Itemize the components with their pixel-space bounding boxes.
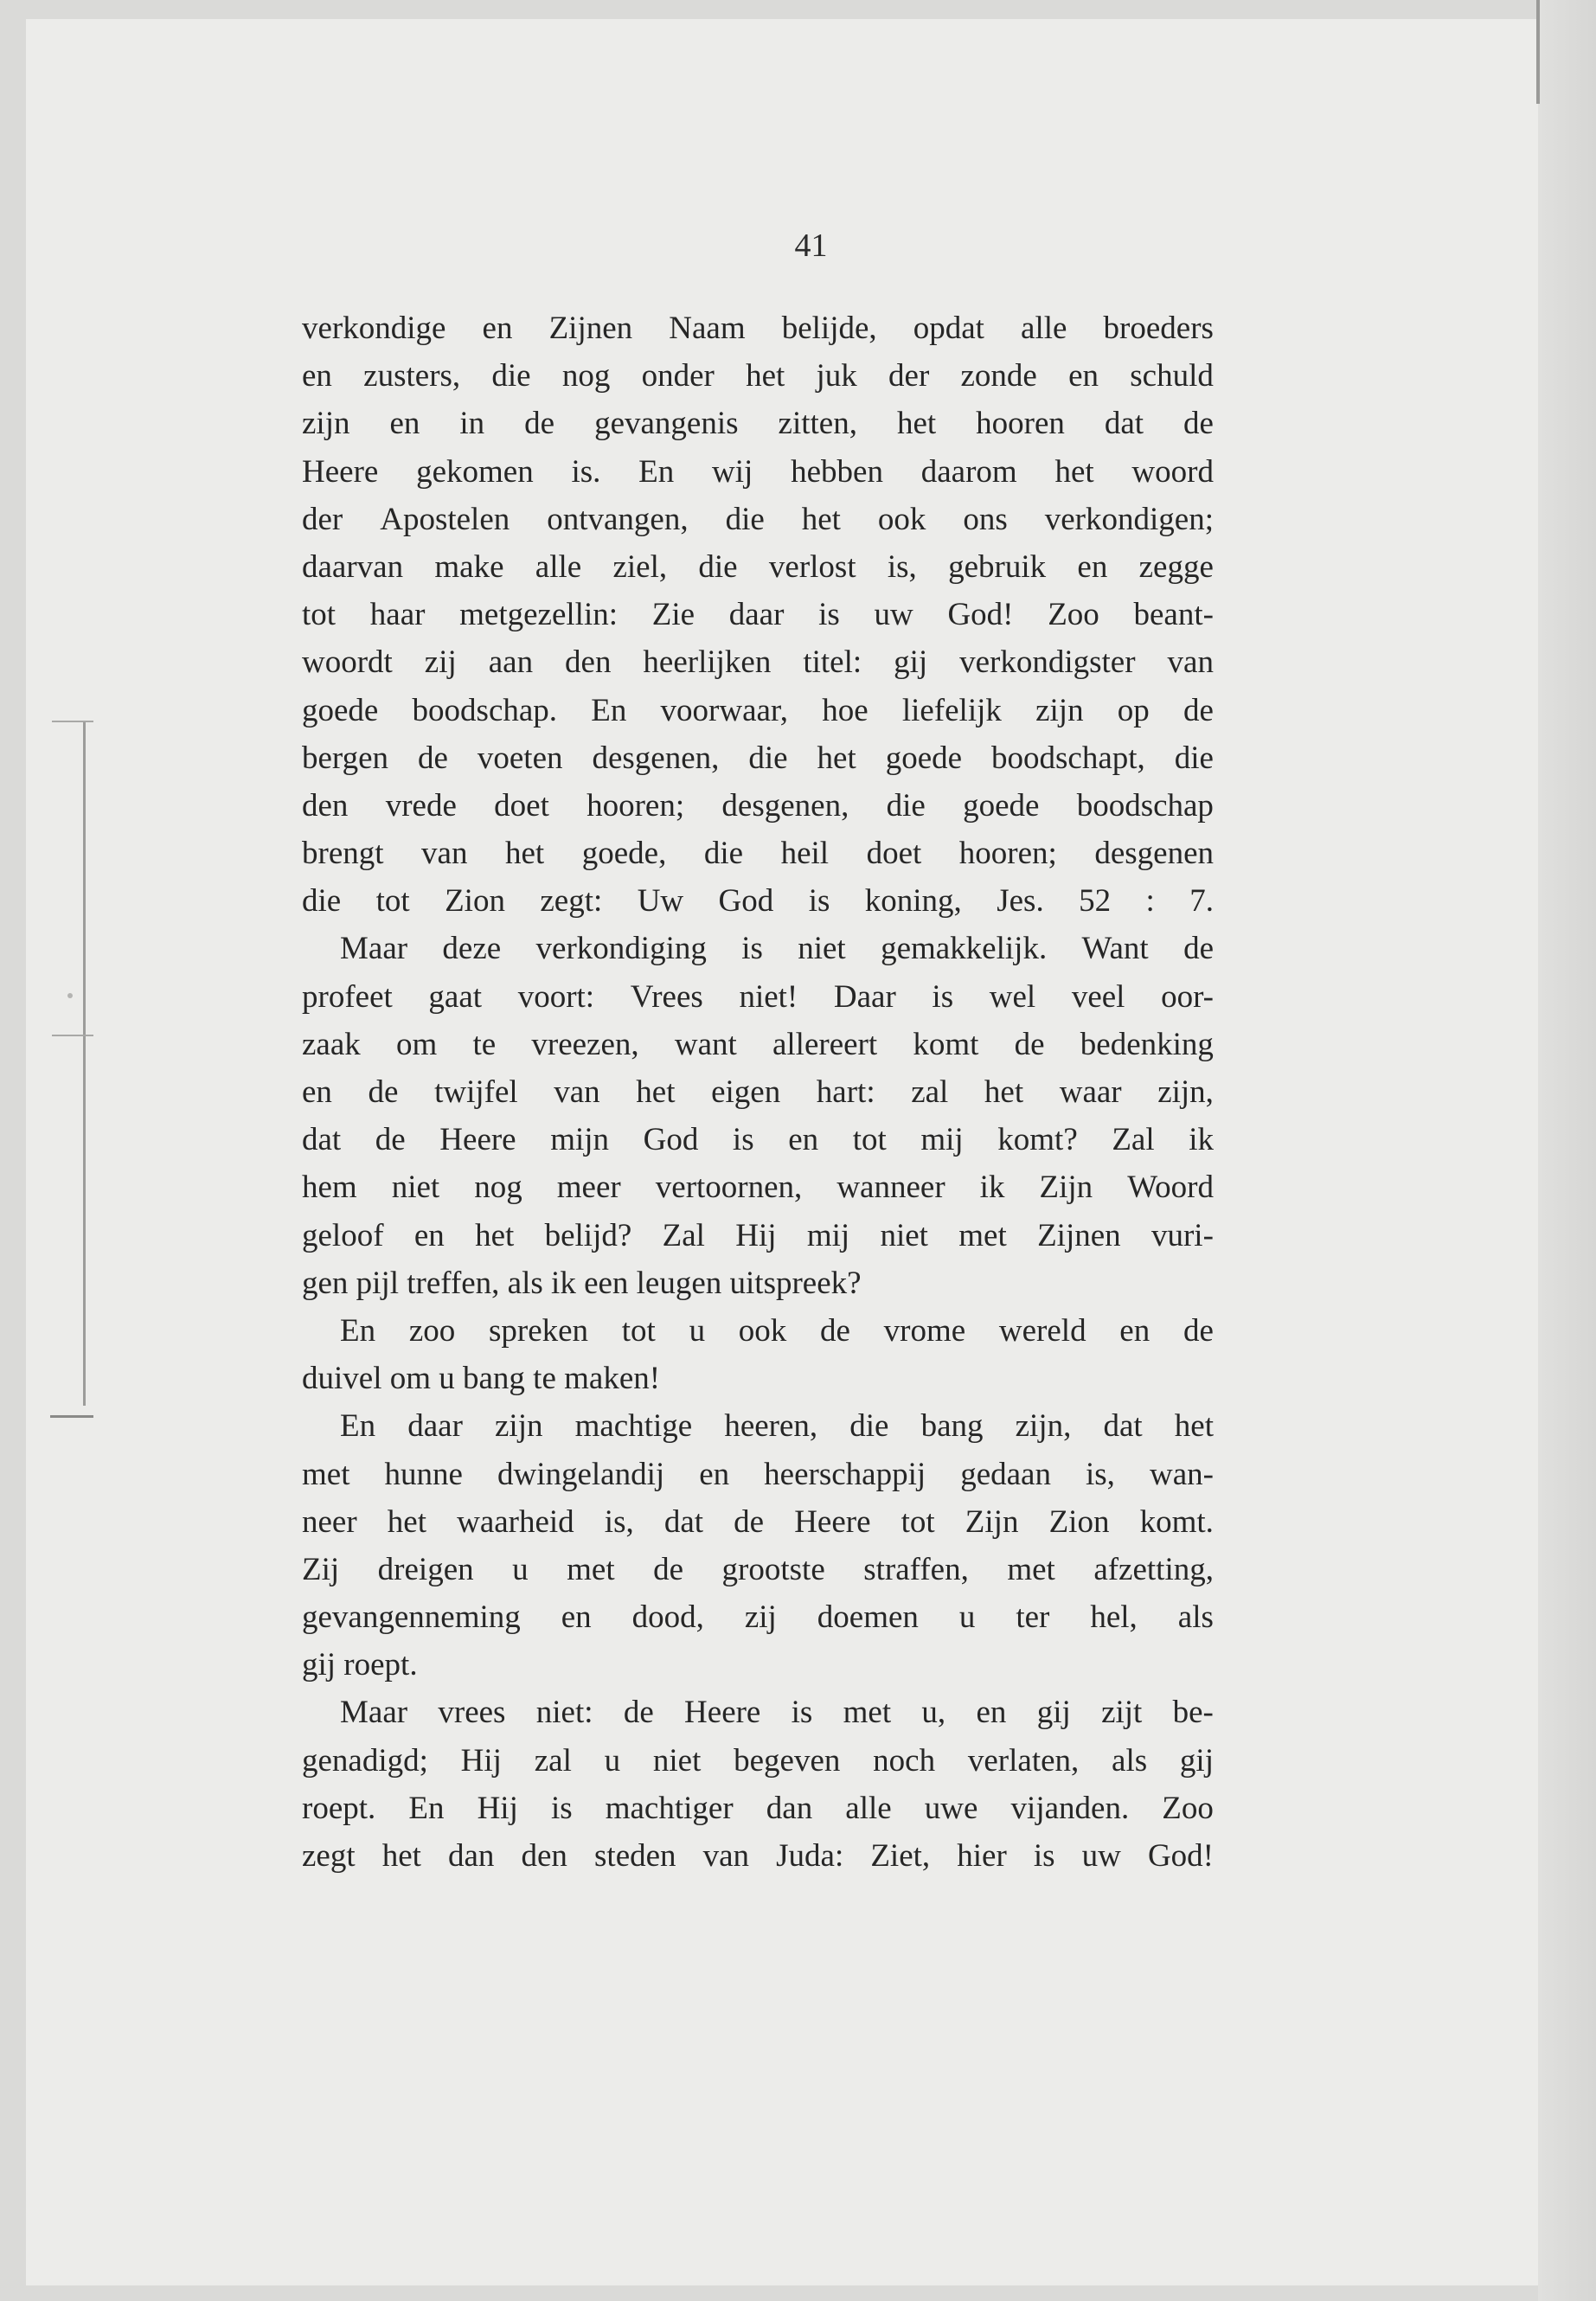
text-line: goede boodschap. En voorwaar, hoe liefelijk zijn op de xyxy=(302,692,1214,728)
text-line: Heere gekomen is. En wij hebben daarom het woord xyxy=(302,453,1214,490)
page-edge-shadow xyxy=(1536,0,1540,104)
text-line: gevangenneming en dood, zij doemen u ter hel, als xyxy=(302,1599,1214,1636)
text-line: woordt zij aan den heerlijken titel: gij verkondigster van xyxy=(302,644,1214,681)
text-line: neer het waarheid is, dat de Heere tot Zijn Zion komt. xyxy=(302,1503,1214,1540)
text-line: duivel om u bang te maken! xyxy=(302,1361,661,1397)
text-line: hem niet nog meer vertoornen, wanneer ik Zijn Woord xyxy=(302,1170,1214,1206)
text-line: En zoo spreken tot u ook de vrome wereld en de xyxy=(340,1312,1214,1349)
text-line: bergen de voeten desgenen, die het goede boodschapt, die xyxy=(302,740,1214,776)
page-edge-right xyxy=(1538,0,1596,2301)
margin-rule-mark xyxy=(83,722,86,1406)
text-line: Zij dreigen u met de grootste straffen, met afzetting, xyxy=(302,1551,1214,1587)
margin-tick-bottom xyxy=(50,1415,93,1418)
text-line: dat de Heere mijn God is en tot mij komt? Zal ik xyxy=(302,1122,1214,1158)
text-line: roept. En Hij is machtiger dan alle uwe vijanden. Zoo xyxy=(302,1790,1214,1826)
text-line: zegt het dan den steden van Juda: Ziet, hier is uw God! xyxy=(302,1838,1214,1874)
text-line: genadigd; Hij zal u niet begeven noch verlaten, als gij xyxy=(302,1742,1214,1779)
text-line: die tot Zion zegt: Uw God is koning, Jes. 52 : 7. xyxy=(302,883,1214,920)
text-line: met hunne dwingelandij en heerschappij gedaan is, wan- xyxy=(302,1456,1214,1492)
text-line: zaak om te vreezen, want allereert komt de bedenking xyxy=(302,1026,1214,1062)
text-line: tot haar metgezellin: Zie daar is uw God! Zoo beant- xyxy=(302,597,1214,633)
text-line: gen pijl treffen, als ik een leugen uitspreek? xyxy=(302,1265,862,1301)
text-line: verkondige en Zijnen Naam belijde, opdat alle broeders xyxy=(302,311,1214,346)
page-number: 41 xyxy=(794,228,828,264)
margin-dot-mark xyxy=(67,993,73,998)
text-line: profeet gaat voort: Vrees niet! Daar is wel veel oor- xyxy=(302,978,1214,1015)
text-line: daarvan make alle ziel, die verlost is, gebruik en zegge xyxy=(302,548,1214,585)
text-line: geloof en het belijd? Zal Hij mij niet met Zijnen vuri- xyxy=(302,1217,1214,1253)
margin-tick-top xyxy=(52,721,93,722)
text-line: der Apostelen ontvangen, die het ook ons verkondigen; xyxy=(302,501,1214,537)
text-line: Maar vrees niet: de Heere is met u, en gij zijt be- xyxy=(340,1695,1214,1731)
text-line: zijn en in de gevangenis zitten, het hooren dat de xyxy=(302,406,1214,442)
body-text xyxy=(302,304,1214,1880)
margin-tick-middle xyxy=(52,1035,93,1036)
text-line: En daar zijn machtige heeren, die bang zijn, dat het xyxy=(340,1408,1214,1445)
text-line: en de twijfel van het eigen hart: zal het waar zijn, xyxy=(302,1074,1214,1110)
text-line: gij roept. xyxy=(302,1647,418,1683)
text-line: en zusters, die nog onder het juk der zonde en schuld xyxy=(302,358,1214,394)
text-line: Maar deze verkondiging is niet gemakkelijk. Want de xyxy=(340,931,1214,967)
text-line: den vrede doet hooren; desgenen, die goede boodschap xyxy=(302,787,1214,824)
text-line: brengt van het goede, die heil doet hooren; desgenen xyxy=(302,836,1214,872)
